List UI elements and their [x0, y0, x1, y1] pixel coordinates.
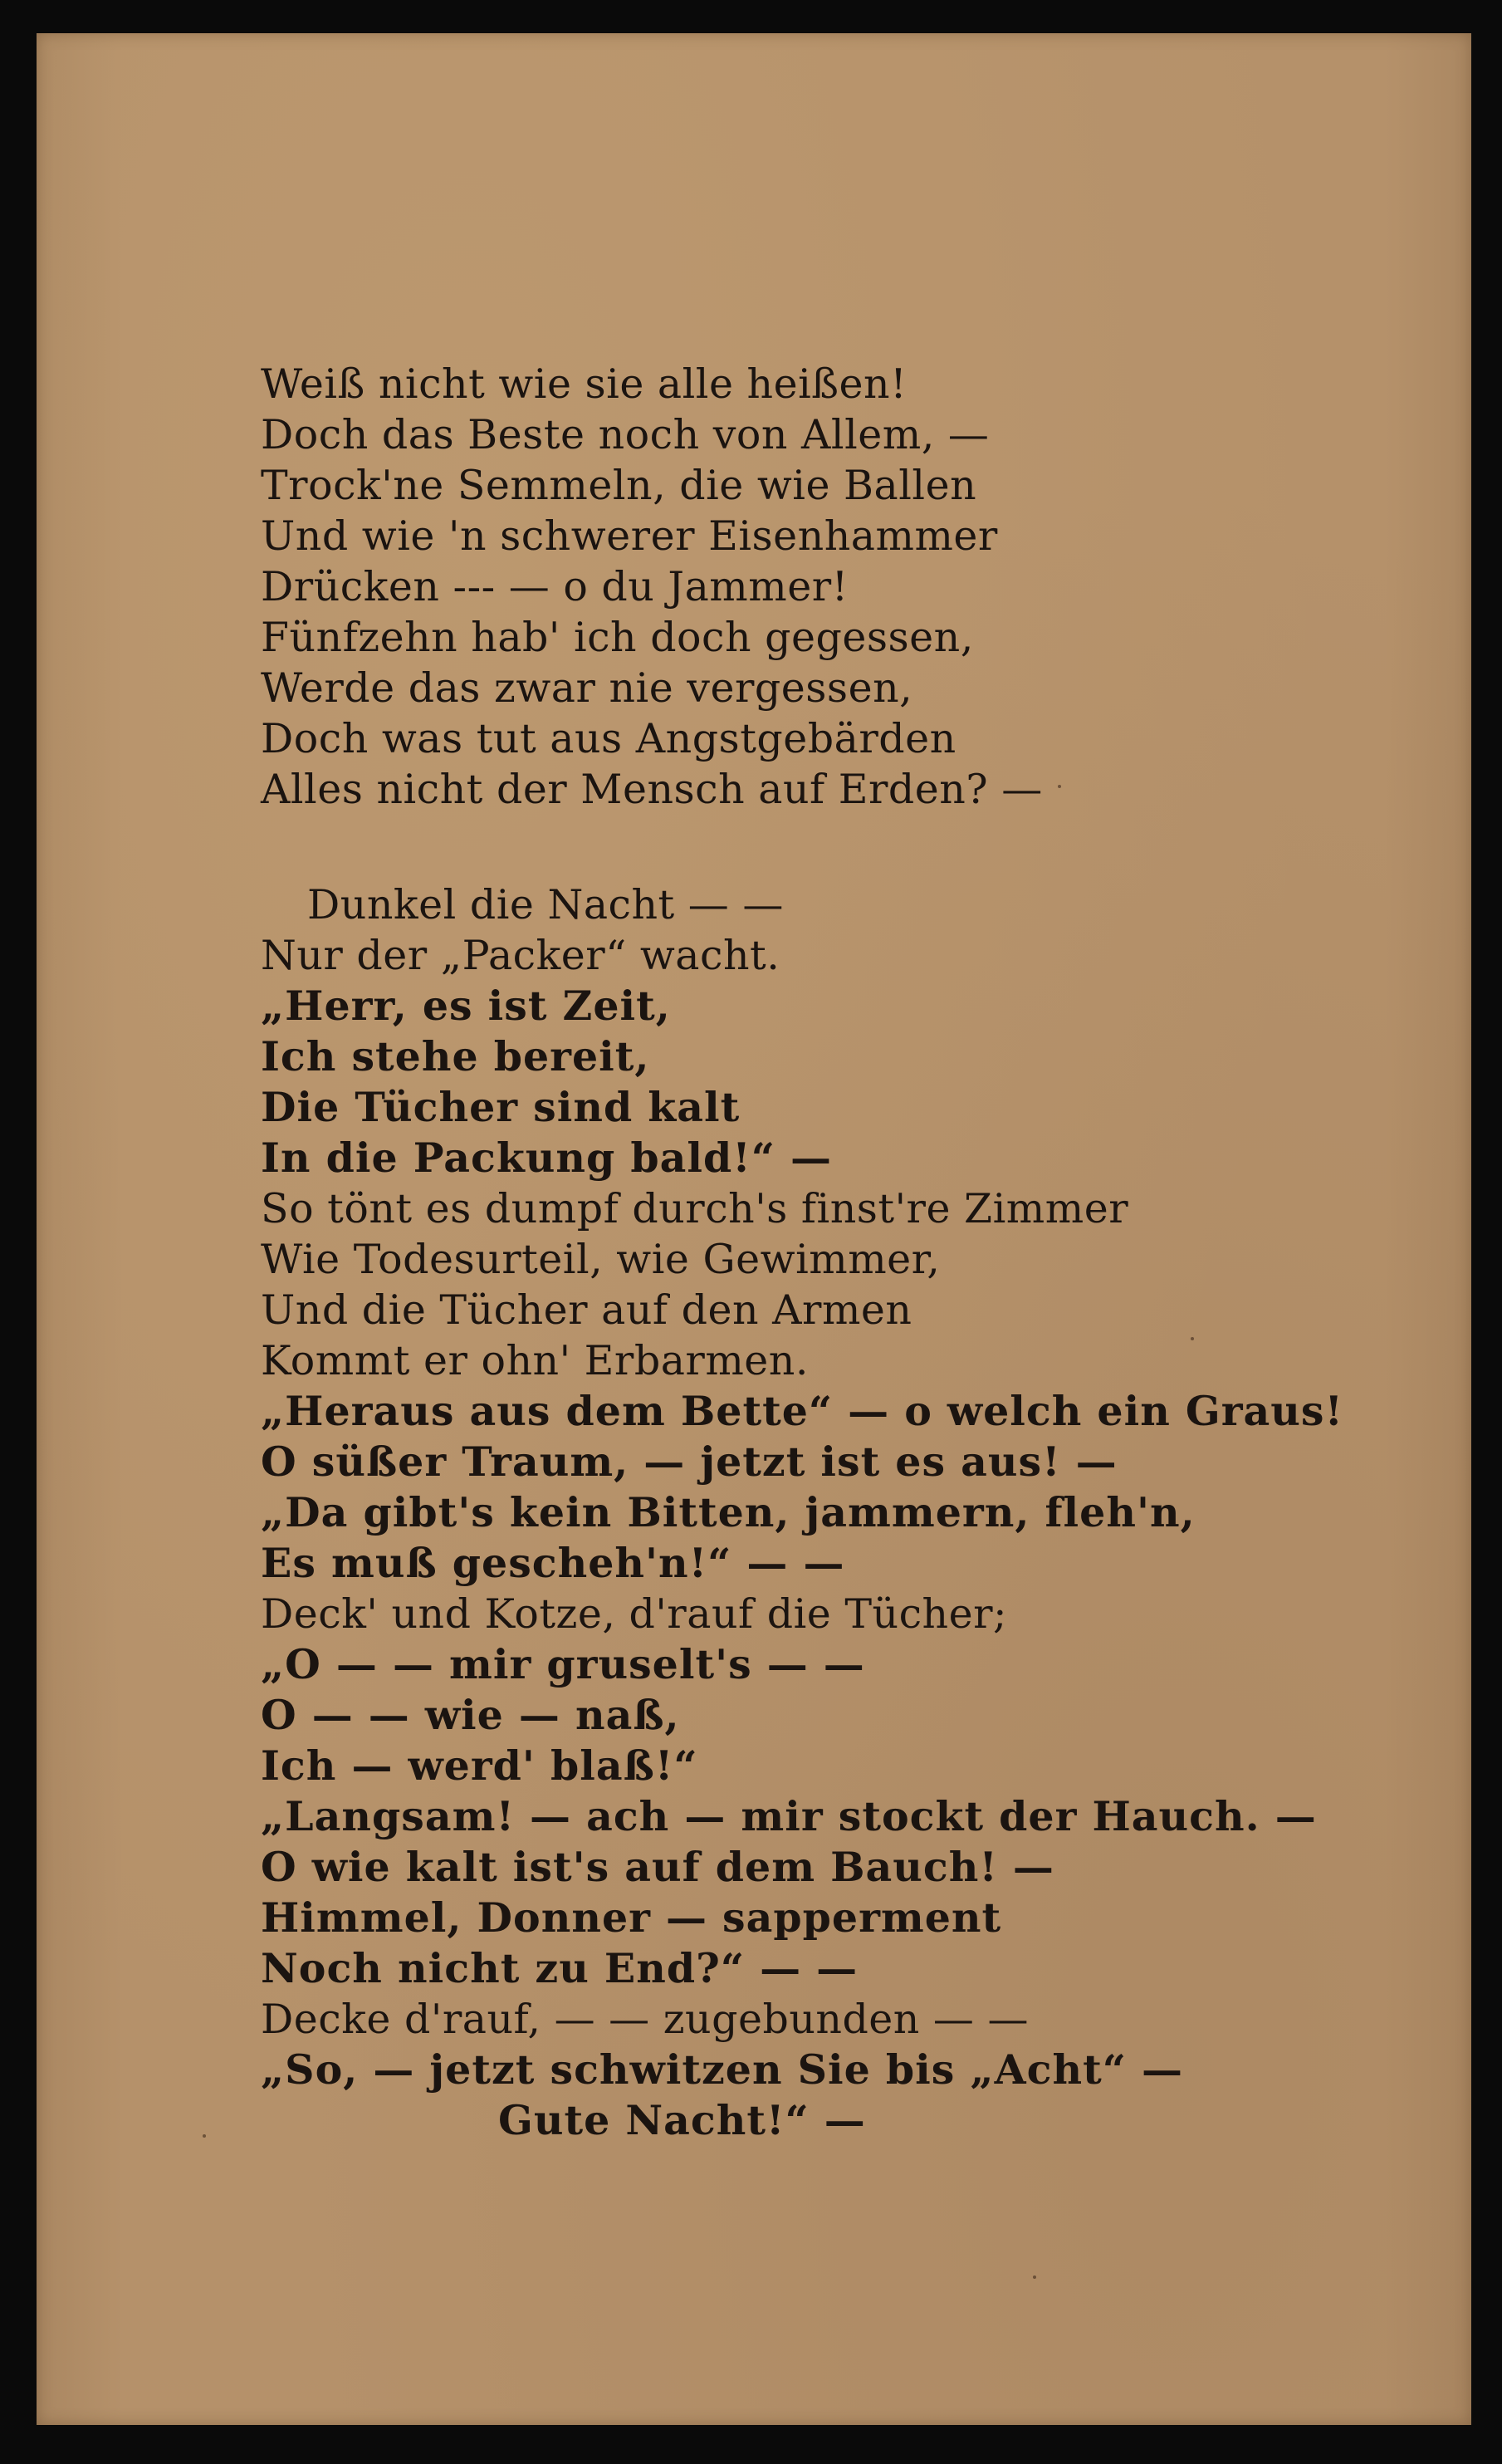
poem-line-bold: Die Tücher sind kalt	[261, 1083, 741, 1131]
poem-line-bold: Himmel, Donner — sapperment	[261, 1893, 1002, 1942]
poem-line-bold: „O — — mir gruselt's — —	[261, 1640, 865, 1688]
poem-line: Doch das Beste noch von Allem, —	[261, 411, 990, 458]
poem-line-bold: Noch nicht zu End?“ — —	[261, 1944, 859, 1992]
paper-page	[37, 33, 1471, 2425]
poem-line: Drücken --- — o du Jammer!	[261, 563, 849, 610]
poem-line-bold: Es muß gescheh'n!“ — —	[261, 1539, 845, 1587]
poem-line: Decke d'rauf, — — zugebunden — —	[261, 1996, 1030, 2043]
stanza-2	[261, 879, 1423, 2146]
poem-line-bold: „Da gibt's kein Bitten, jammern, fleh'n,	[261, 1488, 1196, 1536]
poem-line: Fünfzehn hab' ich doch gegessen,	[261, 614, 974, 661]
paper-speck	[203, 2134, 206, 2138]
poem-line: Dunkel die Nacht — —	[307, 881, 784, 928]
poem-line: Und die Tücher auf den Armen	[261, 1286, 912, 1334]
poem-line-bold: In die Packung bald!“ —	[261, 1134, 832, 1182]
poem-line: Wie Todesurteil, wie Gewimmer,	[261, 1236, 941, 1283]
poem-line-bold: Ich — werd' blaß!“	[261, 1741, 698, 1790]
poem-line: Doch was tut aus Angstgebärden	[261, 715, 956, 762]
poem-line: Und wie 'n schwerer Eisenhammer	[261, 512, 998, 560]
poem-line: So tönt es dumpf durch's finst're Zimmer	[261, 1185, 1129, 1232]
poem-line: Kommt er ohn' Erbarmen.	[261, 1337, 809, 1384]
stanza-1	[261, 359, 1423, 815]
poem-line: Nur der „Packer“ wacht.	[261, 932, 780, 979]
poem-line: Trock'ne Semmeln, die wie Ballen	[261, 462, 977, 509]
poem-line-bold: „Herr, es ist Zeit,	[261, 982, 671, 1030]
poem-line-closing: Gute Nacht!“ —	[498, 2096, 866, 2144]
poem	[261, 359, 1423, 2146]
poem-line-bold: Ich stehe bereit,	[261, 1032, 650, 1080]
poem-line: Deck' und Kotze, d'rauf die Tücher;	[261, 1590, 1007, 1638]
poem-line-bold: „So, — jetzt schwitzen Sie bis „Acht“ —	[261, 2045, 1183, 2094]
paper-speck	[1033, 2275, 1036, 2279]
poem-line-bold: „Langsam! — ach — mir stockt der Hauch. —	[261, 1792, 1317, 1840]
poem-line-bold: O — — wie — naß,	[261, 1691, 680, 1739]
poem-line: Werde das zwar nie vergessen,	[261, 664, 913, 712]
poem-line-bold: „Heraus aus dem Bette“ — o welch ein Graus!	[261, 1387, 1344, 1435]
poem-line-bold: O süßer Traum, — jetzt ist es aus! —	[261, 1438, 1118, 1486]
poem-line: Alles nicht der Mensch auf Erden? —	[261, 766, 1043, 813]
poem-line-bold: O wie kalt ist's auf dem Bauch! —	[261, 1843, 1054, 1891]
poem-line: Weiß nicht wie sie alle heißen!	[261, 360, 908, 408]
stanza-gap	[261, 815, 1423, 879]
